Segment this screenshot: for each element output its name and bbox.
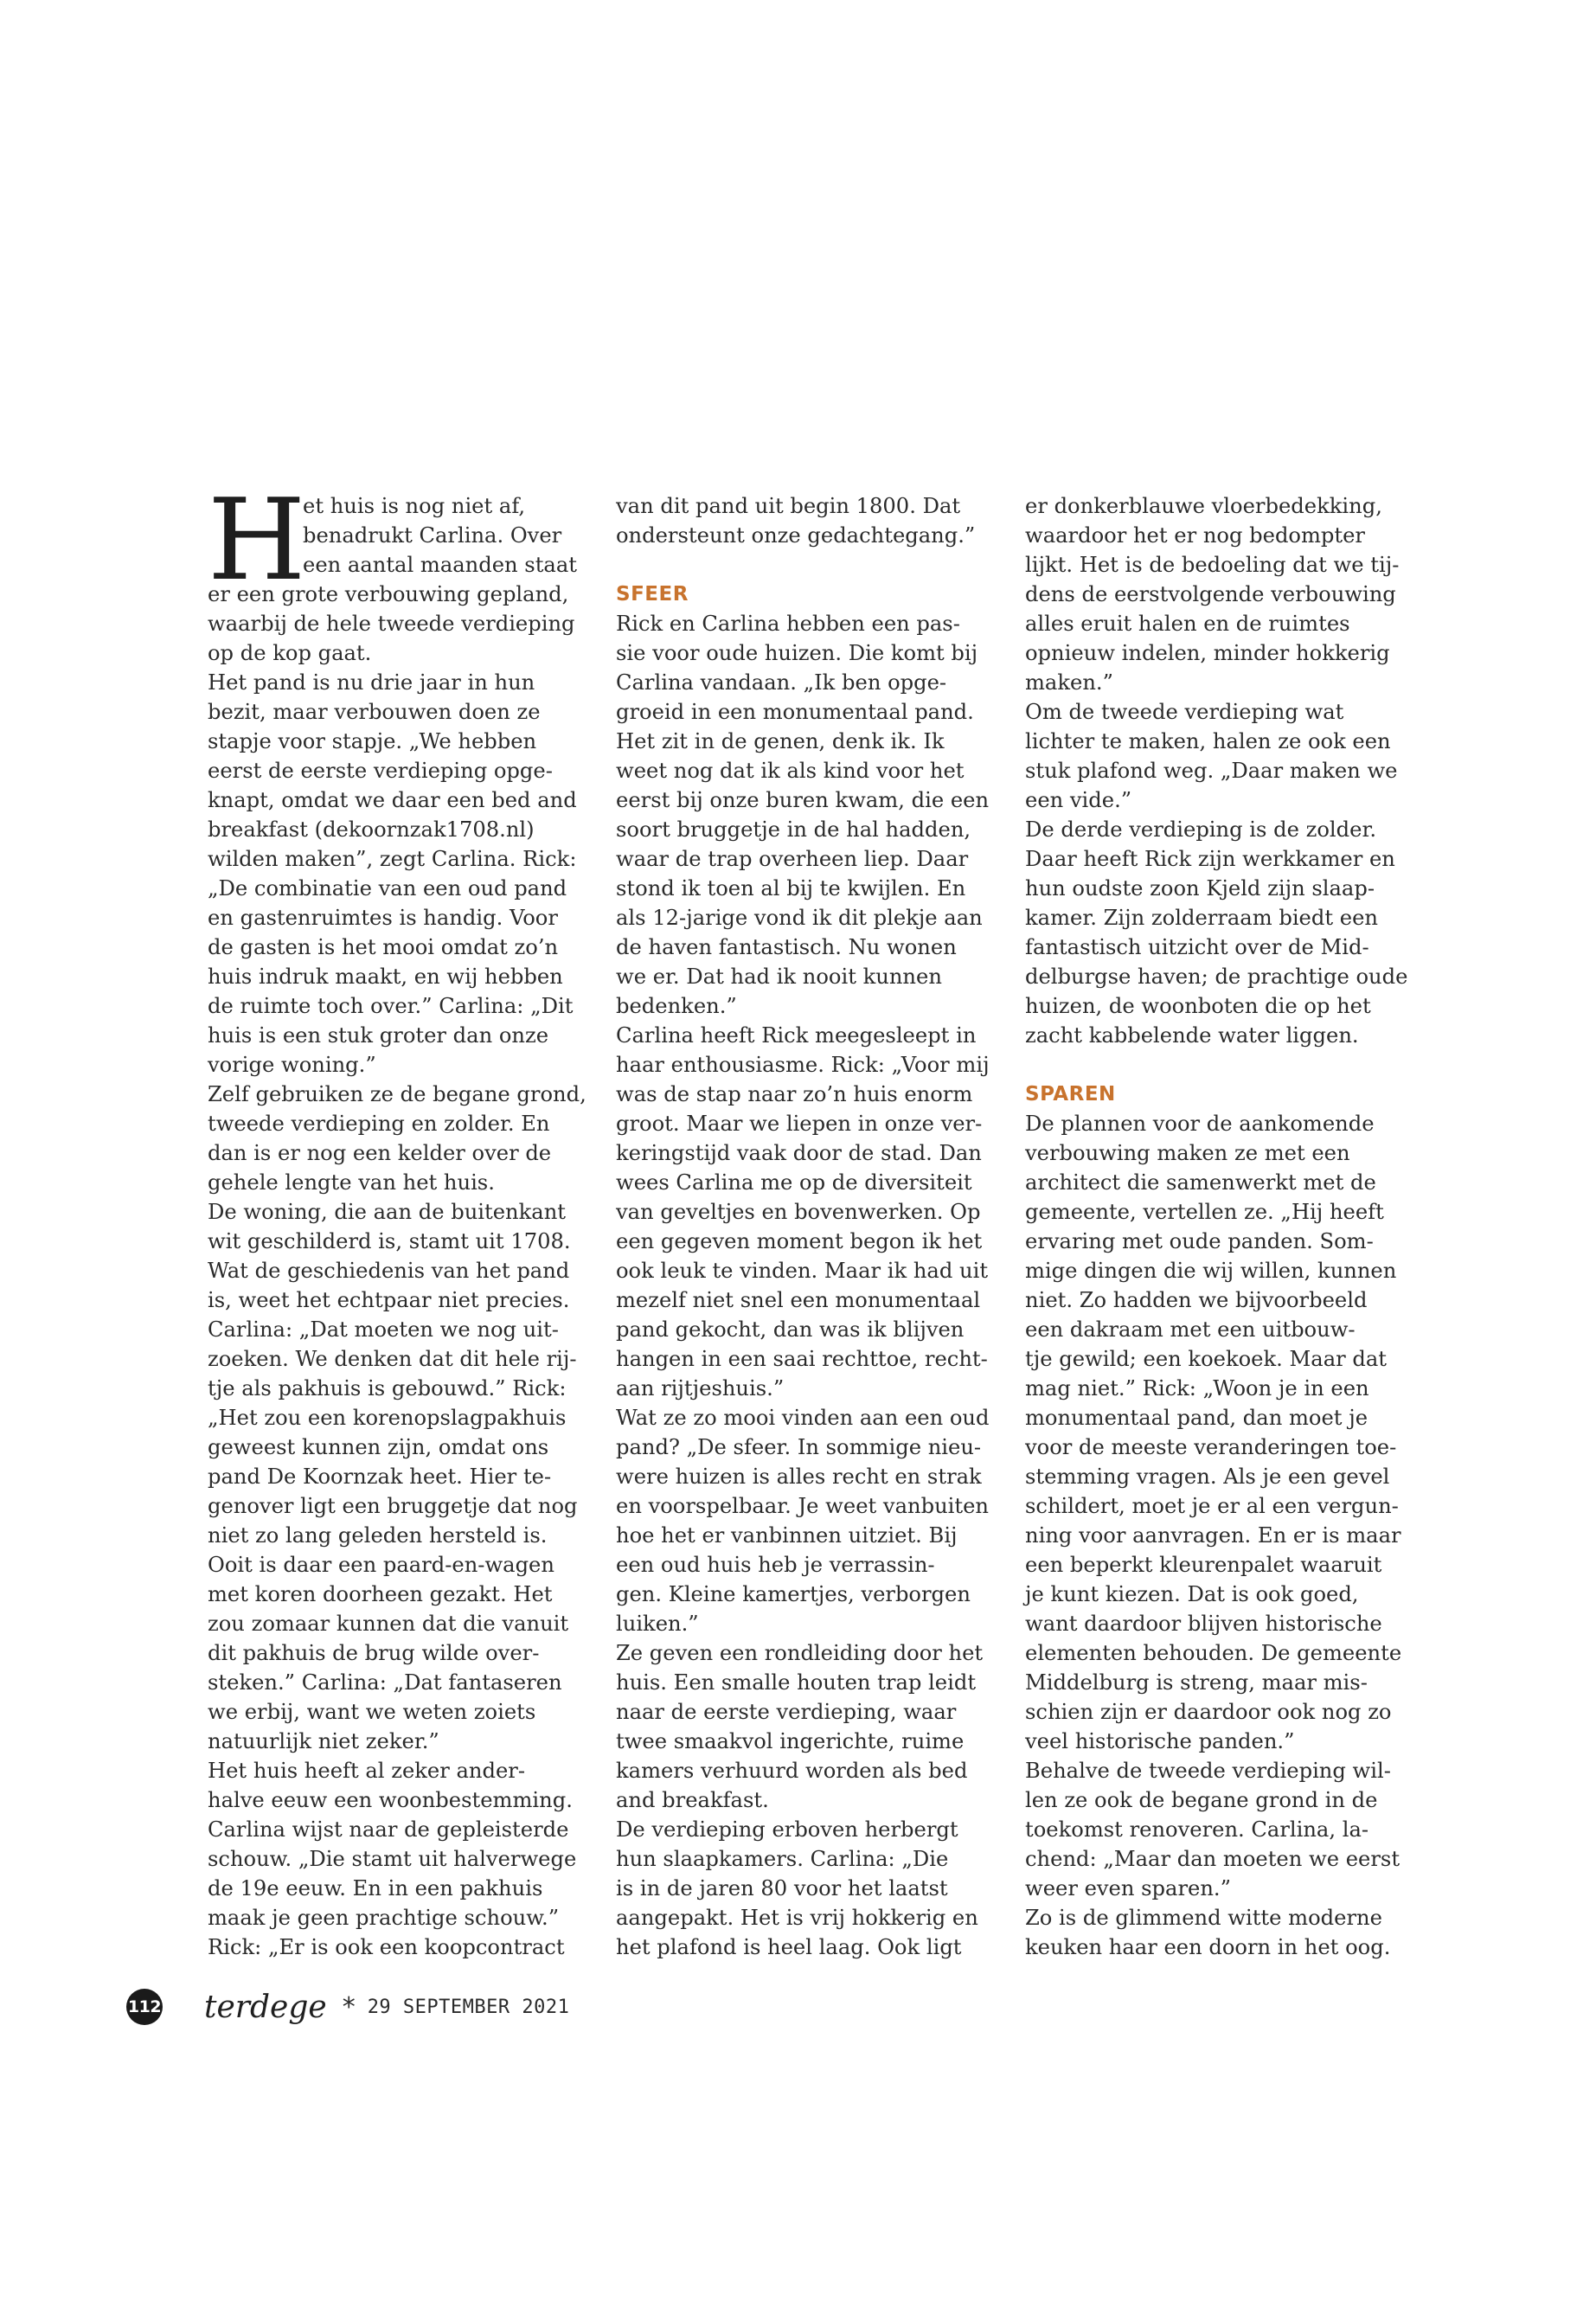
text-line: de ruimte toch over.” Carlina: „Dit <box>208 994 574 1018</box>
text-line: gehele lengte van het huis. <box>208 1170 495 1195</box>
text-line: weer even sparen.” <box>1025 1876 1231 1900</box>
text-line: dens de eerstvolgende verbouwing <box>1025 582 1396 606</box>
drop-cap: H <box>208 474 306 606</box>
paragraph-gap <box>1025 1050 1406 1080</box>
text-line: knapt, omdat we daar een bed and <box>208 788 577 812</box>
text-line: Ze geven een rondleiding door het <box>616 1641 984 1665</box>
text-line: haar enthousiasme. Rick: „Voor mij <box>616 1053 990 1077</box>
text-line: van geveltjes en bovenwerken. Op <box>616 1200 981 1224</box>
text-line: and breakfast. <box>616 1788 769 1812</box>
section-heading: SFEER <box>616 583 689 606</box>
text-line: keuken haar een doorn in het oog. <box>1025 1935 1391 1959</box>
text-line: is, weet het echtpaar niet precies. <box>208 1288 570 1312</box>
text-line: ervaring met oude panden. Som- <box>1025 1229 1374 1253</box>
text-line: bezit, maar verbouwen doen ze <box>208 700 541 724</box>
text-line: genover ligt een bruggetje dat nog <box>208 1494 578 1518</box>
text-line: een beperkt kleurenpalet waaruit <box>1025 1553 1382 1577</box>
text-line: zacht kabbelende water liggen. <box>1025 1023 1359 1048</box>
article-column-2 <box>616 491 997 1962</box>
text-line: eerst bij onze buren kwam, die een <box>616 788 990 812</box>
text-line: dan is er nog een kelder over de <box>208 1141 552 1165</box>
text-line: huizen, de woonboten die op het <box>1025 994 1371 1018</box>
text-line: veel historische panden.” <box>1025 1729 1295 1753</box>
text-line: een vide.” <box>1025 788 1132 812</box>
text-line: Zelf gebruiken ze de begane grond, <box>208 1082 586 1106</box>
text-line: hangen in een saai rechttoe, recht- <box>616 1347 988 1371</box>
text-line: van dit pand uit begin 1800. Dat <box>616 494 961 518</box>
article-column-1 <box>208 474 588 1962</box>
text-line: was de stap naar zo’n huis enorm <box>616 1082 973 1106</box>
text-line: zou zomaar kunnen dat die vanuit <box>208 1612 569 1636</box>
text-line: voor de meeste veranderingen toe- <box>1025 1435 1397 1459</box>
text-line: Rick: „Er is ook een koopcontract <box>208 1935 565 1959</box>
text-line: soort bruggetje in de hal hadden, <box>616 817 971 842</box>
text-line: Wat de geschiedenis van het pand <box>208 1259 570 1283</box>
text-line: hun oudste zoon Kjeld zijn slaap- <box>1025 876 1375 901</box>
page-footer <box>126 1988 569 2026</box>
text-line: de 19e eeuw. En in een pakhuis <box>208 1876 543 1900</box>
text-line: huis. Een smalle houten trap leidt <box>616 1670 977 1695</box>
text-line: lichter te maken, halen ze ook een <box>1025 729 1391 753</box>
text-line: pand De Koornzak heet. Hier te- <box>208 1465 552 1489</box>
text-line: Carlina wijst naar de gepleisterde <box>208 1817 569 1842</box>
text-line: een oud huis heb je verrassin- <box>616 1553 935 1577</box>
text-line: en gastenruimtes is handig. Voor <box>208 906 558 930</box>
magazine-logo: terdege <box>204 1989 327 2025</box>
text-line: waarbij de hele tweede verdieping <box>208 612 575 636</box>
column-2-lines <box>616 491 997 1962</box>
text-line: want daardoor blijven historische <box>1025 1612 1382 1636</box>
text-line: geweest kunnen zijn, omdat ons <box>208 1435 549 1459</box>
text-line: delburgse haven; de prachtige oude <box>1025 965 1408 989</box>
text-line: fantastisch uitzicht over de Mid- <box>1025 935 1369 959</box>
text-line: kamer. Zijn zolderraam biedt een <box>1025 906 1378 930</box>
text-line: we erbij, want we weten zoiets <box>208 1700 536 1724</box>
text-line: wit geschilderd is, stamt uit 1708. <box>208 1229 571 1253</box>
text-line: keringstijd vaak door de stad. Dan <box>616 1141 982 1165</box>
text-line: stuk plafond weg. „Daar maken we <box>1025 759 1398 783</box>
text-line: stapje voor stapje. „We hebben <box>208 729 537 753</box>
section-heading: SPAREN <box>1025 1083 1116 1106</box>
text-line: maken.” <box>1025 670 1113 695</box>
text-line: is in de jaren 80 voor het laatst <box>616 1876 948 1900</box>
text-line: De derde verdieping is de zolder. <box>1025 817 1377 842</box>
text-line: stond ik toen al bij te kwijlen. En <box>616 876 966 901</box>
text-line: len ze ook de begane grond in de <box>1025 1788 1378 1812</box>
text-line: dit pakhuis de brug wilde over- <box>208 1641 540 1665</box>
article-column-3 <box>1025 491 1406 1962</box>
text-line: huis indruk maakt, en wij hebben <box>208 965 563 989</box>
text-line: Het pand is nu drie jaar in hun <box>208 670 535 695</box>
paragraph-gap <box>616 550 997 580</box>
text-line: niet. Zo hadden we bijvoorbeeld <box>1025 1288 1368 1312</box>
text-line: wilden maken”, zegt Carlina. Rick: <box>208 847 577 871</box>
text-line: halve eeuw een woonbestemming. <box>208 1788 573 1812</box>
text-line: De verdieping erboven herbergt <box>616 1817 958 1842</box>
text-line: Carlina: „Dat moeten we nog uit- <box>208 1317 559 1342</box>
text-line: tje als pakhuis is gebouwd.” Rick: <box>208 1376 567 1400</box>
text-line: architect die samenwerkt met de <box>1025 1170 1376 1195</box>
text-line: aan rijtjeshuis.” <box>616 1376 785 1400</box>
text-line: breakfast (dekoornzak1708.nl) <box>208 817 535 842</box>
text-line: en voorspelbaar. Je weet vanbuiten <box>616 1494 989 1518</box>
text-line: zoeken. We denken dat dit hele rij- <box>208 1347 577 1371</box>
text-line: „De combinatie van een oud pand <box>208 876 567 901</box>
text-line: er donkerblauwe vloerbedekking, <box>1025 494 1382 518</box>
text-line: eerst de eerste verdieping opge- <box>208 759 553 783</box>
text-line: er een grote verbouwing gepland, <box>208 582 569 606</box>
text-line: et huis is nog niet af, <box>303 494 526 518</box>
text-line: bedenken.” <box>616 994 737 1018</box>
text-line: waar de trap overheen liep. Daar <box>616 847 969 871</box>
text-line: tje gewild; een koekoek. Maar dat <box>1025 1347 1387 1371</box>
text-line: Middelburg is streng, maar mis- <box>1025 1670 1368 1695</box>
text-line: schien zijn er daardoor ook nog zo <box>1025 1700 1392 1724</box>
text-line: Ooit is daar een paard-en-wagen <box>208 1553 554 1577</box>
text-line: groeid in een monumentaal pand. <box>616 700 974 724</box>
text-line: Carlina heeft Rick meegesleept in <box>616 1023 977 1048</box>
text-line: verbouwing maken ze met een <box>1025 1141 1350 1165</box>
text-line: gemeente, vertellen ze. „Hij heeft <box>1025 1200 1384 1224</box>
text-line: lijkt. Het is de bedoeling dat we tij- <box>1025 553 1400 577</box>
text-line: weet nog dat ik als kind voor het <box>616 759 965 783</box>
text-line: pand gekocht, dan was ik blijven <box>616 1317 965 1342</box>
text-line: natuurlijk niet zeker.” <box>208 1729 439 1753</box>
text-line: elementen behouden. De gemeente <box>1025 1641 1402 1665</box>
text-line: groot. Maar we liepen in onze ver- <box>616 1112 983 1136</box>
text-line: were huizen is alles recht en strak <box>616 1465 982 1489</box>
page-number-badge: 112 <box>126 1989 163 2025</box>
text-line: met koren doorheen gezakt. Het <box>208 1582 553 1606</box>
text-line: ning voor aanvragen. En er is maar <box>1025 1523 1401 1548</box>
text-line: aangepakt. Het is vrij hokkerig en <box>616 1906 978 1930</box>
column-3-lines <box>1025 491 1406 1962</box>
text-line: mag niet.” Rick: „Woon je in een <box>1025 1376 1369 1400</box>
text-line: naar de eerste verdieping, waar <box>616 1700 957 1724</box>
text-line: Carlina vandaan. „Ik ben opge- <box>616 670 947 695</box>
text-line: wees Carlina me op de diversiteit <box>616 1170 972 1195</box>
text-line: het plafond is heel laag. Ook ligt <box>616 1935 962 1959</box>
asterisk-icon: * <box>342 1991 356 2022</box>
text-line: sie voor oude huizen. Die komt bij <box>616 641 978 665</box>
text-line: gen. Kleine kamertjes, verborgen <box>616 1582 971 1606</box>
text-line: twee smaakvol ingerichte, ruime <box>616 1729 965 1753</box>
text-line: steken.” Carlina: „Dat fantaseren <box>208 1670 562 1695</box>
text-line: Om de tweede verdieping wat <box>1025 700 1344 724</box>
text-line: stemming vragen. Als je een gevel <box>1025 1465 1390 1489</box>
text-line: Rick en Carlina hebben een pas- <box>616 612 960 636</box>
text-line: pand? „De sfeer. In sommige nieu- <box>616 1435 982 1459</box>
text-line: maak je geen prachtige schouw.” <box>208 1906 560 1930</box>
text-line: alles eruit halen en de ruimtes <box>1025 612 1350 636</box>
text-line: ook leuk te vinden. Maar ik had uit <box>616 1259 989 1283</box>
text-line: De woning, die aan de buitenkant <box>208 1200 567 1224</box>
text-line: Zo is de glimmend witte moderne <box>1025 1906 1382 1930</box>
text-line: Daar heeft Rick zijn werkkamer en <box>1025 847 1395 871</box>
text-line: hun slaapkamers. Carlina: „Die <box>616 1847 949 1871</box>
text-line: chend: „Maar dan moeten we eerst <box>1025 1847 1401 1871</box>
text-line: opnieuw indelen, minder hokkerig <box>1025 641 1390 665</box>
text-line: Behalve de tweede verdieping wil- <box>1025 1759 1391 1783</box>
text-line: toekomst renoveren. Carlina, la- <box>1025 1817 1369 1842</box>
text-line: huis is een stuk groter dan onze <box>208 1023 549 1048</box>
text-line: je kunt kiezen. Dat is ook goed, <box>1025 1582 1359 1606</box>
text-line: monumentaal pand, dan moet je <box>1025 1406 1368 1430</box>
text-line: „Het zou een korenopslagpakhuis <box>208 1406 567 1430</box>
text-line: Wat ze zo mooi vinden aan een oud <box>616 1406 990 1430</box>
text-line: waardoor het er nog bedompter <box>1025 523 1365 548</box>
text-line: Het zit in de genen, denk ik. Ik <box>616 729 945 753</box>
text-line: we er. Dat had ik nooit kunnen <box>616 965 942 989</box>
column-1-lines <box>208 474 588 1962</box>
text-line: mige dingen die wij willen, kunnen <box>1025 1259 1397 1283</box>
text-line: de haven fantastisch. Nu wonen <box>616 935 957 959</box>
text-line: een aantal maanden staat <box>303 553 577 577</box>
text-line: kamers verhuurd worden als bed <box>616 1759 968 1783</box>
text-line: hoe het er vanbinnen uitziet. Bij <box>616 1523 958 1548</box>
text-line: op de kop gaat. <box>208 641 372 665</box>
text-line: luiken.” <box>616 1612 699 1636</box>
text-line: schouw. „Die stamt uit halverwege <box>208 1847 577 1871</box>
text-line: tweede verdieping en zolder. En <box>208 1112 550 1136</box>
text-line: een gegeven moment begon ik het <box>616 1229 983 1253</box>
text-line: de gasten is het mooi omdat zo’n <box>208 935 559 959</box>
text-line: mezelf niet snel een monumentaal <box>616 1288 981 1312</box>
text-line: als 12-jarige vond ik dit plekje aan <box>616 906 983 930</box>
text-line: niet zo lang geleden hersteld is. <box>208 1523 548 1548</box>
text-line: Het huis heeft al zeker ander- <box>208 1759 526 1783</box>
issue-date: 29 SEPTEMBER 2021 <box>367 1996 570 2018</box>
text-line: een dakraam met een uitbouw- <box>1025 1317 1356 1342</box>
text-line: ondersteunt onze gedachtegang.” <box>616 523 976 548</box>
text-line: benadrukt Carlina. Over <box>303 523 562 548</box>
text-line: vorige woning.” <box>208 1053 376 1077</box>
text-line: De plannen voor de aankomende <box>1025 1112 1375 1136</box>
text-line: schildert, moet je er al een vergun- <box>1025 1494 1399 1518</box>
